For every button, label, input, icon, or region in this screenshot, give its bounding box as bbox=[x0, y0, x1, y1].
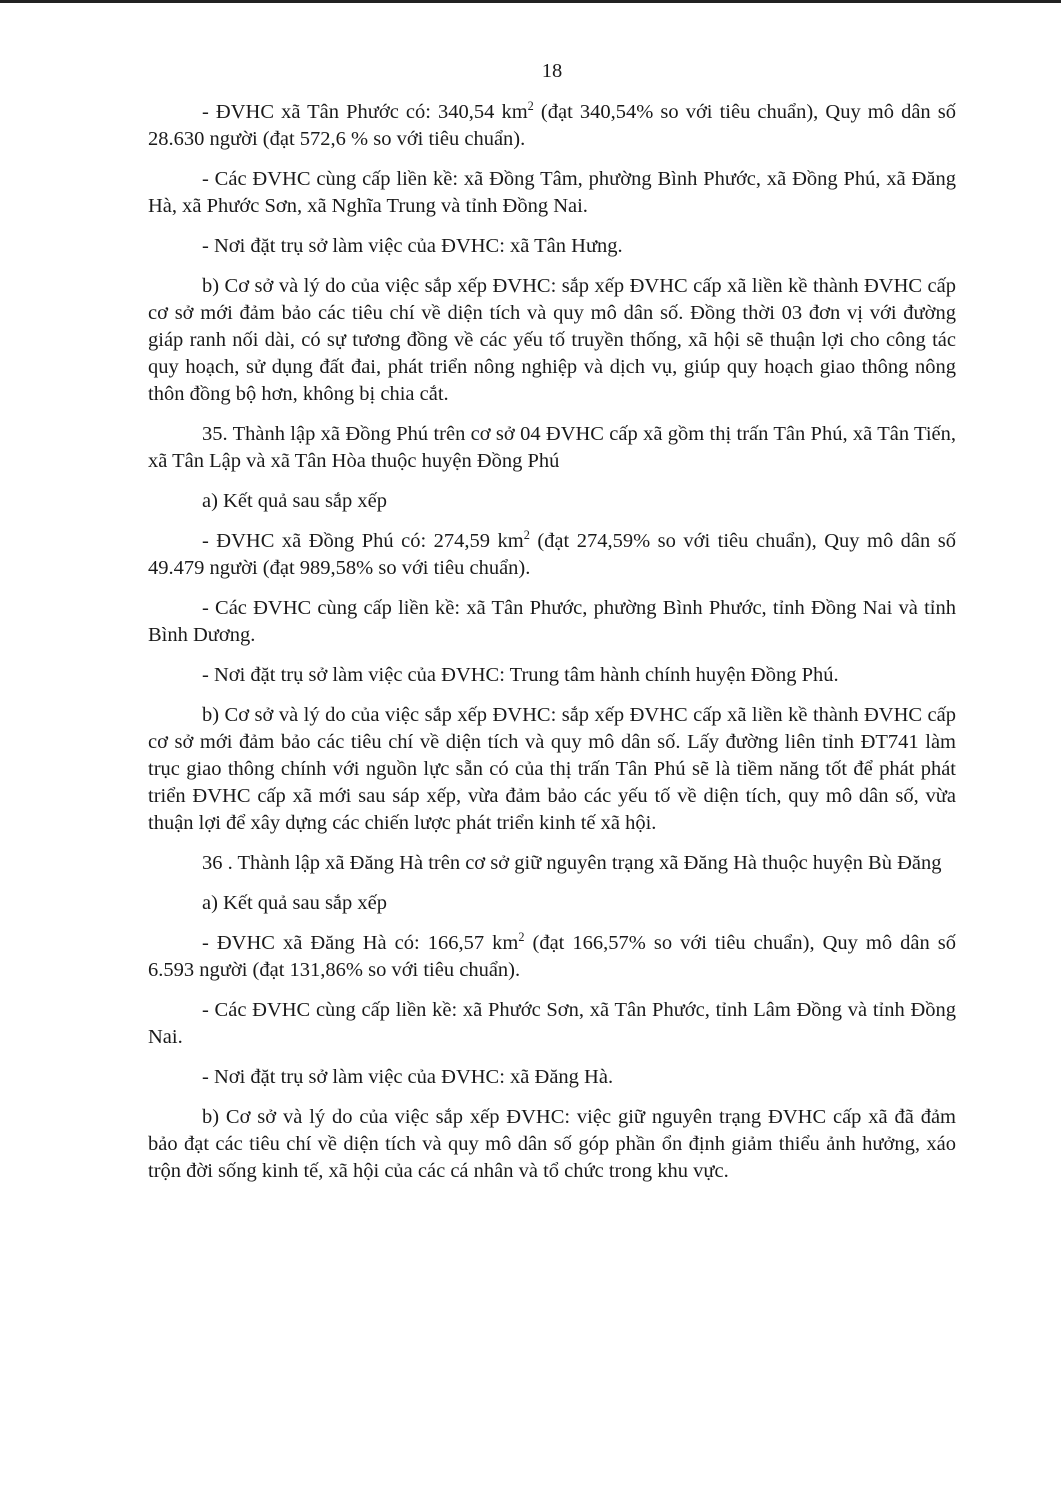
paragraph: - Các ĐVHC cùng cấp liền kề: xã Phước Sơn, xã Tân Phước, tỉnh Lâm Đồng và tỉnh Đồng Nai. bbox=[148, 999, 956, 1048]
paragraph: b) Cơ sở và lý do của việc sắp xếp ĐVHC: sắp xếp ĐVHC cấp xã liền kề thành ĐVHC cấp cơ sở mới đảm bảo các tiêu chí về diện tích và quy mô dân số. Đồng thời 03 đơn vị với đường giáp ranh nối dài, có sự tương đồng về các yếu tố truyền thống, xã hội sẽ thuận lợi cho công tác quy hoạch, sử dụng đất đai, phát triển nông nghiệp và dịch vụ, giúp quy hoạch giao thông nông thôn đồng bộ hơn, không bị chia cắt. bbox=[148, 275, 956, 405]
document-page bbox=[148, 58, 956, 1198]
paragraph: - Các ĐVHC cùng cấp liền kề: xã Tân Phước, phường Bình Phước, tỉnh Đồng Nai và tỉnh Bình Dương. bbox=[148, 597, 956, 646]
text-run: - ĐVHC xã Tân Phước có: 340,54 km bbox=[202, 101, 528, 123]
text-run: (đạt 166,57% so với tiêu chuẩn), Quy mô dân số 6.593 người (đạt 131,86% so với tiêu chuẩn). bbox=[148, 932, 956, 981]
paragraph: 35. Thành lập xã Đồng Phú trên cơ sở 04 ĐVHC cấp xã gồm thị trấn Tân Phú, xã Tân Tiến, xã Tân Lập và xã Tân Hòa thuộc huyện Đồng Phú bbox=[148, 423, 956, 472]
paragraph bbox=[148, 930, 956, 984]
paragraph: - Nơi đặt trụ sở làm việc của ĐVHC: Trung tâm hành chính huyện Đồng Phú. bbox=[202, 664, 839, 686]
document-body bbox=[148, 99, 956, 1185]
scan-top-edge bbox=[0, 0, 1061, 3]
paragraph: 36 . Thành lập xã Đăng Hà trên cơ sở giữ nguyên trạng xã Đăng Hà thuộc huyện Bù Đăng bbox=[202, 852, 942, 874]
superscript: 2 bbox=[527, 99, 534, 114]
paragraph: b) Cơ sở và lý do của việc sắp xếp ĐVHC: sắp xếp ĐVHC cấp xã liền kề thành ĐVHC cấp cơ sở mới đảm bảo các tiêu chí về diện tích và quy mô dân số. Lấy đường liên tỉnh ĐT741 làm trục giao thông chính với nguồn lực sẵn có của thị trấn Tân Phú sẽ là tiềm năng tốt để phát phát triển ĐVHC cấp xã mới sau sáp xếp, vừa đảm bảo các yếu tố về diện tích, quy mô dân số, vừa thuận lợi để xây dựng các chiến lược phát triển kinh tế xã hội. bbox=[148, 704, 956, 834]
paragraph bbox=[148, 528, 956, 582]
paragraph: b) Cơ sở và lý do của việc sắp xếp ĐVHC: việc giữ nguyên trạng ĐVHC cấp xã đã đảm bảo đạt các tiêu chí về diện tích và quy mô dân số góp phần ổn định giảm thiểu ảnh hưởng, xáo trộn đời sống kinh tế, xã hội của các cá nhân và tổ chức trong khu vực. bbox=[148, 1106, 956, 1182]
superscript: 2 bbox=[523, 528, 530, 543]
paragraph: a) Kết quả sau sắp xếp bbox=[202, 490, 388, 512]
text-run: - ĐVHC xã Đăng Hà có: 166,57 km bbox=[202, 932, 519, 954]
paragraph: - Nơi đặt trụ sở làm việc của ĐVHC: xã Tân Hưng. bbox=[202, 235, 623, 257]
page-number: 18 bbox=[541, 60, 563, 82]
text-run: (đạt 274,59% so với tiêu chuẩn), Quy mô dân số 49.479 người (đạt 989,58% so với tiêu chuẩn). bbox=[148, 530, 956, 579]
text-run: - ĐVHC xã Đồng Phú có: 274,59 km bbox=[202, 530, 524, 552]
text-run: (đạt 340,54% so với tiêu chuẩn), Quy mô dân số 28.630 người (đạt 572,6 % so với tiêu chuẩn). bbox=[148, 101, 956, 150]
paragraph: a) Kết quả sau sắp xếp bbox=[202, 892, 388, 914]
paragraph: - Nơi đặt trụ sở làm việc của ĐVHC: xã Đăng Hà. bbox=[202, 1066, 614, 1088]
paragraph: - Các ĐVHC cùng cấp liền kề: xã Đồng Tâm, phường Bình Phước, xã Đồng Phú, xã Đăng Hà, xã Phước Sơn, xã Nghĩa Trung và tỉnh Đồng Nai. bbox=[148, 168, 956, 217]
superscript: 2 bbox=[518, 930, 525, 945]
paragraph bbox=[148, 99, 956, 153]
